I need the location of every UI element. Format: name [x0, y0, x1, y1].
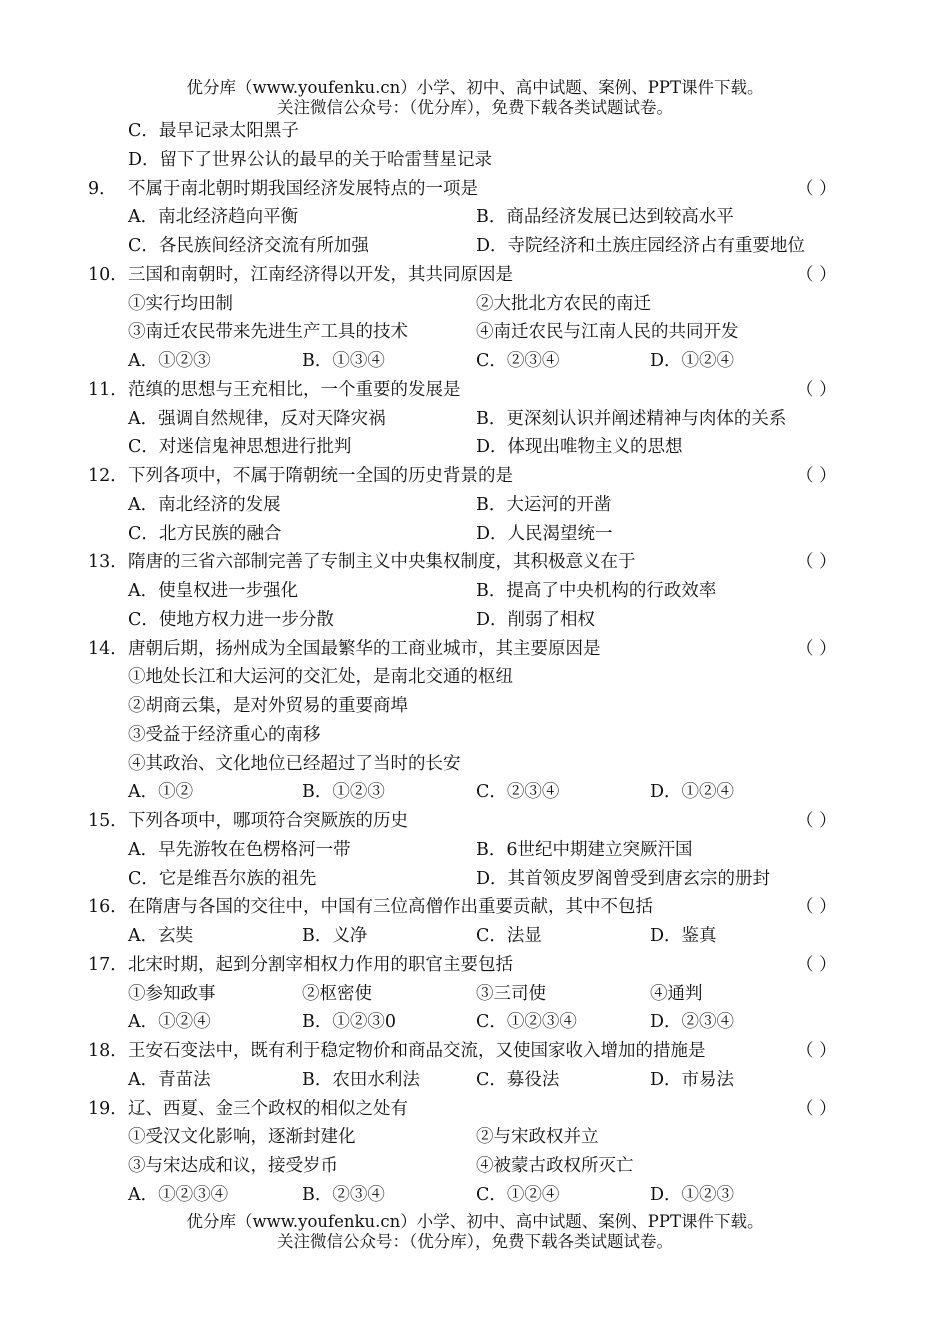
banner-line-2: 关注微信公众号：（优分库），免费下载各类试题试卷。	[277, 1232, 673, 1251]
option-row	[0, 1066, 950, 1095]
statement-row	[0, 692, 950, 721]
option-text: A．青苗法	[128, 1069, 211, 1090]
statement-text: ④通判	[650, 983, 703, 1004]
option-row	[0, 922, 950, 951]
option-row	[0, 865, 950, 894]
statement-text: ①参知政事	[128, 983, 216, 1004]
option-row	[0, 117, 950, 146]
question-row	[0, 261, 950, 290]
question-text: 王安石变法中，既有利于稳定物价和商品交流，又使国家收入增加的措施是	[128, 1041, 706, 1061]
answer-blank: （ ）	[796, 552, 837, 573]
statement-text: ②胡商云集，是对外贸易的重要商埠	[128, 696, 408, 716]
option-text: D．体现出唯物主义的思想	[476, 437, 683, 458]
header-banner	[0, 78, 950, 118]
answer-blank: （ ）	[796, 638, 837, 659]
option-text: D．留下了世界公认的最早的关于哈雷彗星记录	[128, 149, 493, 170]
option-text: C．北方民族的融合	[128, 523, 282, 544]
option-text: D．鉴真	[650, 926, 717, 946]
option-text: C．①②④	[476, 1184, 560, 1205]
statement-text: ②枢密使	[302, 983, 372, 1004]
option-text: C．使地方权力进一步分散	[128, 609, 334, 630]
question-row	[0, 807, 950, 836]
banner-line-1: 优分库（www.youfenku.cn）小学、初中、高中试题、案例、PPT课件下载。	[186, 1212, 764, 1231]
option-text: D．其首领皮罗阁曾受到唐玄宗的册封	[476, 868, 771, 889]
question-number: 14．	[88, 638, 128, 659]
option-text: A．①②③	[128, 351, 211, 371]
statement-row	[0, 1123, 950, 1152]
question-text: 辽、西夏、金三个政权的相似之处有	[128, 1098, 408, 1119]
option-row	[0, 232, 950, 261]
question-text: 隋唐的三省六部制完善了专制主义中央集权制度，其积极意义在于	[128, 552, 636, 573]
statement-text: ③三司使	[476, 983, 546, 1004]
option-text: B．更深刻认识并阐述精神与肉体的关系	[476, 408, 787, 429]
statement-text: ④南迁农民与江南人民的共同开发	[476, 322, 739, 343]
question-row	[0, 1095, 950, 1124]
option-text: D．①②③	[650, 1184, 735, 1205]
option-text: A．南北经济的发展	[128, 494, 281, 515]
answer-blank: （ ）	[796, 897, 837, 918]
option-text: C．②③④	[476, 351, 560, 371]
option-text: C．募役法	[476, 1069, 560, 1090]
option-text: A．南北经济趋向平衡	[128, 207, 299, 228]
question-list	[0, 117, 950, 1210]
option-row	[0, 491, 950, 520]
option-text: C．法显	[476, 926, 542, 946]
statement-row	[0, 1152, 950, 1181]
option-row	[0, 606, 950, 635]
option-text: B．提高了中央机构的行政效率	[476, 581, 717, 601]
question-number: 9．	[88, 178, 117, 199]
option-row	[0, 203, 950, 232]
option-text: D．②③④	[650, 1012, 735, 1033]
question-row	[0, 893, 950, 922]
option-text: B．①②③	[302, 782, 385, 803]
statement-row	[0, 750, 950, 779]
statement-row	[0, 980, 950, 1009]
statement-text: ④其政治、文化地位已经超过了当时的长安	[128, 753, 461, 774]
option-row	[0, 1181, 950, 1210]
statement-text: ③南迁农民带来先进生产工具的技术	[128, 322, 408, 343]
statement-text: ④被蒙古政权所灭亡	[476, 1156, 634, 1176]
option-text: A．使皇权进一步强化	[128, 581, 299, 601]
option-row	[0, 836, 950, 865]
option-text: A．强调自然规律，反对天降灾祸	[128, 408, 386, 429]
option-row	[0, 1008, 950, 1037]
banner-line-2: 关注微信公众号：（优分库），免费下载各类试题试卷。	[277, 98, 673, 117]
question-row	[0, 462, 950, 491]
statement-text: ①受汉文化影响，逐渐封建化	[128, 1127, 356, 1148]
option-text: B．①②③0	[302, 1012, 396, 1033]
answer-blank: （ ）	[796, 178, 837, 199]
answer-blank: （ ）	[796, 379, 837, 400]
statement-row	[0, 290, 950, 319]
question-number: 16．	[88, 897, 128, 918]
option-row	[0, 433, 950, 462]
option-text: C．对迷信鬼神思想进行批判	[128, 437, 352, 458]
answer-blank: （ ）	[796, 264, 837, 285]
option-text: B．大运河的开凿	[476, 494, 612, 515]
option-text: C．②③④	[476, 782, 560, 803]
option-text: D．人民渴望统一	[476, 523, 613, 544]
question-number: 11．	[88, 379, 128, 400]
option-text: B．6世纪中期建立突厥汗国	[476, 839, 693, 860]
statement-row	[0, 721, 950, 750]
option-text: C．它是维吾尔族的祖先	[128, 868, 317, 889]
answer-blank: （ ）	[796, 1041, 837, 1061]
option-row	[0, 347, 950, 376]
question-row	[0, 1037, 950, 1066]
banner-line-1: 优分库（www.youfenku.cn）小学、初中、高中试题、案例、PPT课件下载。	[186, 78, 764, 97]
option-text: D．①②④	[650, 351, 735, 371]
option-text: D．削弱了相权	[476, 609, 596, 630]
answer-blank: （ ）	[796, 954, 837, 975]
option-text: B．①③④	[302, 351, 385, 371]
option-row	[0, 520, 950, 549]
question-number: 15．	[88, 811, 128, 831]
option-text: B．农田水利法	[302, 1069, 420, 1090]
option-text: D．市易法	[650, 1069, 735, 1090]
question-text: 在隋唐与各国的交往中，中国有三位高僧作出重要贡献，其中不包括	[128, 897, 653, 918]
question-row	[0, 635, 950, 664]
question-number: 10．	[88, 264, 128, 285]
option-text: A．①②④	[128, 1012, 211, 1033]
statement-text: ①实行均田制	[128, 293, 233, 314]
question-text: 下列各项中，哪项符合突厥族的历史	[128, 811, 408, 831]
statement-text: ②大批北方农民的南迁	[476, 293, 651, 314]
footer-banner	[0, 1212, 950, 1252]
option-text: B．义净	[302, 926, 368, 946]
option-text: D．①②④	[650, 782, 735, 803]
question-text: 北宋时期，起到分割宰相权力作用的职官主要包括	[128, 954, 513, 975]
question-number: 17．	[88, 954, 128, 975]
question-number: 12．	[88, 466, 128, 486]
option-row	[0, 577, 950, 606]
answer-blank: （ ）	[796, 1098, 837, 1119]
question-text: 下列各项中，不属于隋朝统一全国的历史背景的是	[128, 466, 513, 486]
option-text: B．商品经济发展已达到较高水平	[476, 207, 734, 228]
question-text: 范缜的思想与王充相比，一个重要的发展是	[128, 379, 461, 400]
answer-blank: （ ）	[796, 466, 837, 486]
option-text: A．早先游牧在色楞格河一带	[128, 839, 351, 860]
option-text: A．玄奘	[128, 926, 194, 946]
option-text: D．寺院经济和土族庄园经济占有重要地位	[476, 236, 806, 256]
question-text: 不属于南北朝时期我国经济发展特点的一项是	[128, 178, 478, 199]
option-row	[0, 146, 950, 175]
option-text: C．①②③④	[476, 1012, 577, 1033]
statement-text: ②与宋政权并立	[476, 1127, 599, 1148]
statement-text: ③受益于经济重心的南移	[128, 724, 321, 745]
statement-text: ①地处长江和大运河的交汇处，是南北交通的枢纽	[128, 667, 513, 688]
option-row	[0, 778, 950, 807]
option-text: A．①②③④	[128, 1184, 229, 1205]
option-row	[0, 405, 950, 434]
question-number: 18．	[88, 1041, 128, 1061]
answer-blank: （ ）	[796, 811, 837, 831]
question-row	[0, 175, 950, 204]
statement-row	[0, 663, 950, 692]
option-text: A．①②	[128, 782, 194, 803]
question-row	[0, 548, 950, 577]
question-text: 三国和南朝时，江南经济得以开发，其共同原因是	[128, 264, 513, 285]
question-text: 唐朝后期，扬州成为全国最繁华的工商业城市，其主要原因是	[128, 638, 601, 659]
option-text: C．各民族间经济交流有所加强	[128, 236, 369, 256]
option-text: B．②③④	[302, 1184, 385, 1205]
question-number: 19．	[88, 1098, 128, 1119]
statement-text: ③与宋达成和议，接受岁币	[128, 1156, 338, 1176]
statement-row	[0, 318, 950, 347]
option-text: C．最早记录太阳黑子	[128, 121, 299, 141]
question-row	[0, 951, 950, 980]
question-number: 13．	[88, 552, 128, 573]
question-row	[0, 376, 950, 405]
